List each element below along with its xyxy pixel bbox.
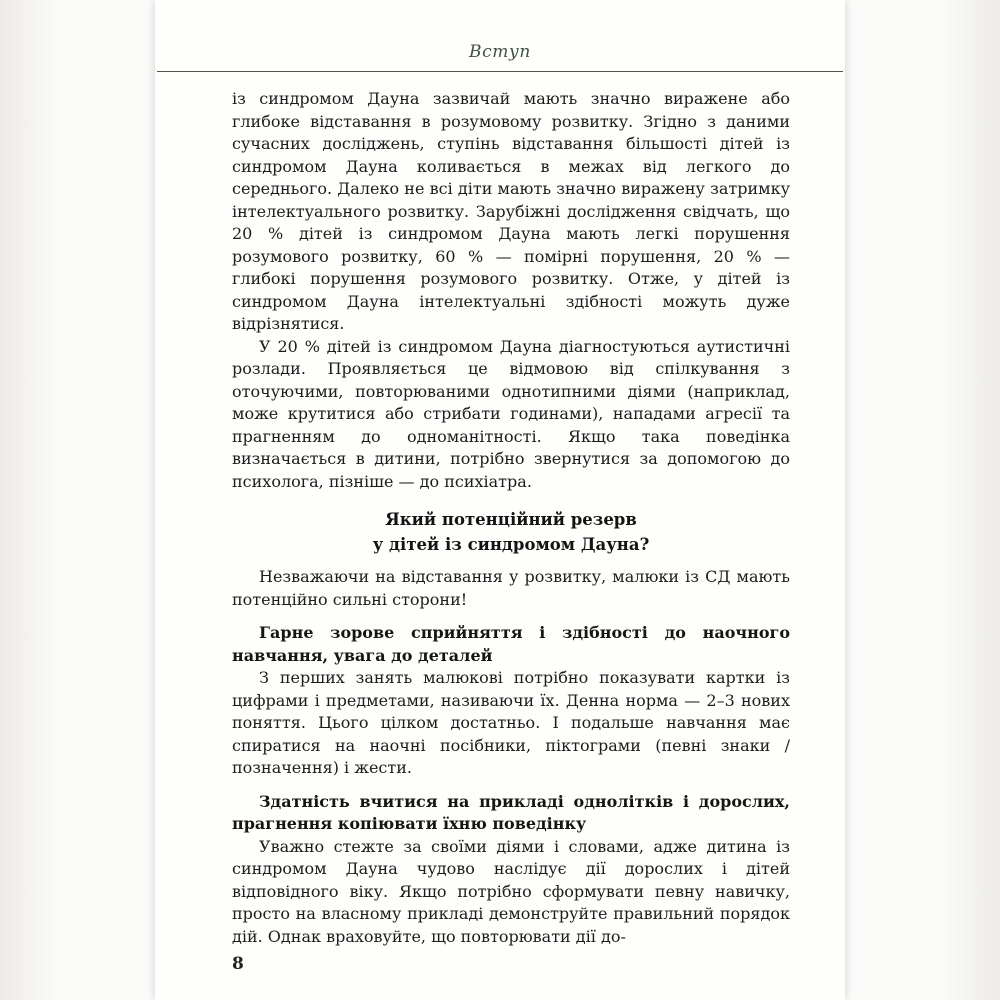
paragraph-watch-your-actions: Уважно стежте за своїми діями і словами, адже дитина із синдромом Дауна чудово наслідує дії дорослих і дітей відповідного віку. Якщо потрібно сформувати певну навичку, просто на власному прикладі демонструйте правильний порядок дій. Однак враховуйте, що повторювати дії до-: [232, 836, 790, 946]
paragraph-intellect-range: із синдромом Дауна зазвичай мають значно виражене або глибоке відставання в розумовому розвитку. Згідно з даними сучасних досліджень, ступінь відставання більшості дітей із синдромом Дауна коливається в межах від легкого до середнього. Далеко не всі діти мають значно виражену затримку інтелектуального розвитку. Зарубіжні дослідження свідчать, що 20 % дітей із синдромом Дауна мають легкі порушення розумового розвитку, 60 % — помірні порушення, 20 % — глибокі порушення розумового розвитку. Отже, у дітей із синдромом Дауна інтелектуальні здібності можуть дуже відрізнятися.: [232, 89, 790, 333]
running-header: Вступ: [469, 42, 531, 62]
book-page: [155, 0, 845, 1000]
paragraph-flashcards: З перших занять малюкові потрібно показувати картки із цифрами і предметами, називаючи їх. Денна норма — 2–3 нових поняття. Цього цілком достатньо. І подальше навчання має спиратися на наочні посібники, піктограми (певні знаки / позначення) і жести.: [232, 668, 790, 777]
section-heading-line-1: Який потенційний резерв: [385, 510, 637, 529]
subheading-visual-perception: Гарне зорове сприйняття і здібності до наочного навчання, увага до деталей: [232, 623, 790, 665]
section-heading-line-2: у дітей із синдромом Дауна?: [372, 535, 650, 554]
paragraph-potential-strengths: Незважаючи на відставання у розвитку, малюки із СД мають потенційно сильні сторони!: [232, 567, 790, 609]
text-column: [232, 88, 790, 948]
section-heading: [232, 507, 790, 557]
header-rule: [157, 71, 843, 72]
page-number: 8: [232, 954, 244, 974]
paragraph-autistic-disorders: У 20 % дітей із синдромом Дауна діагностуються аутистичні розлади. Проявляється це відмовою від спілкування з оточуючими, повторюваними однотипними діями (наприклад, може крутитися або стрибати годинами), нападами агресії та прагненням до одноманітності. Якщо така поведінка визначається в дитини, потрібно звернутися за допомогою до психолога, пізніше — до психіатра.: [232, 336, 790, 491]
subheading-imitation-learning: Здатність вчитися на прикладі однолітків і дорослих, прагнення копіювати їхню поведінку: [232, 791, 790, 833]
